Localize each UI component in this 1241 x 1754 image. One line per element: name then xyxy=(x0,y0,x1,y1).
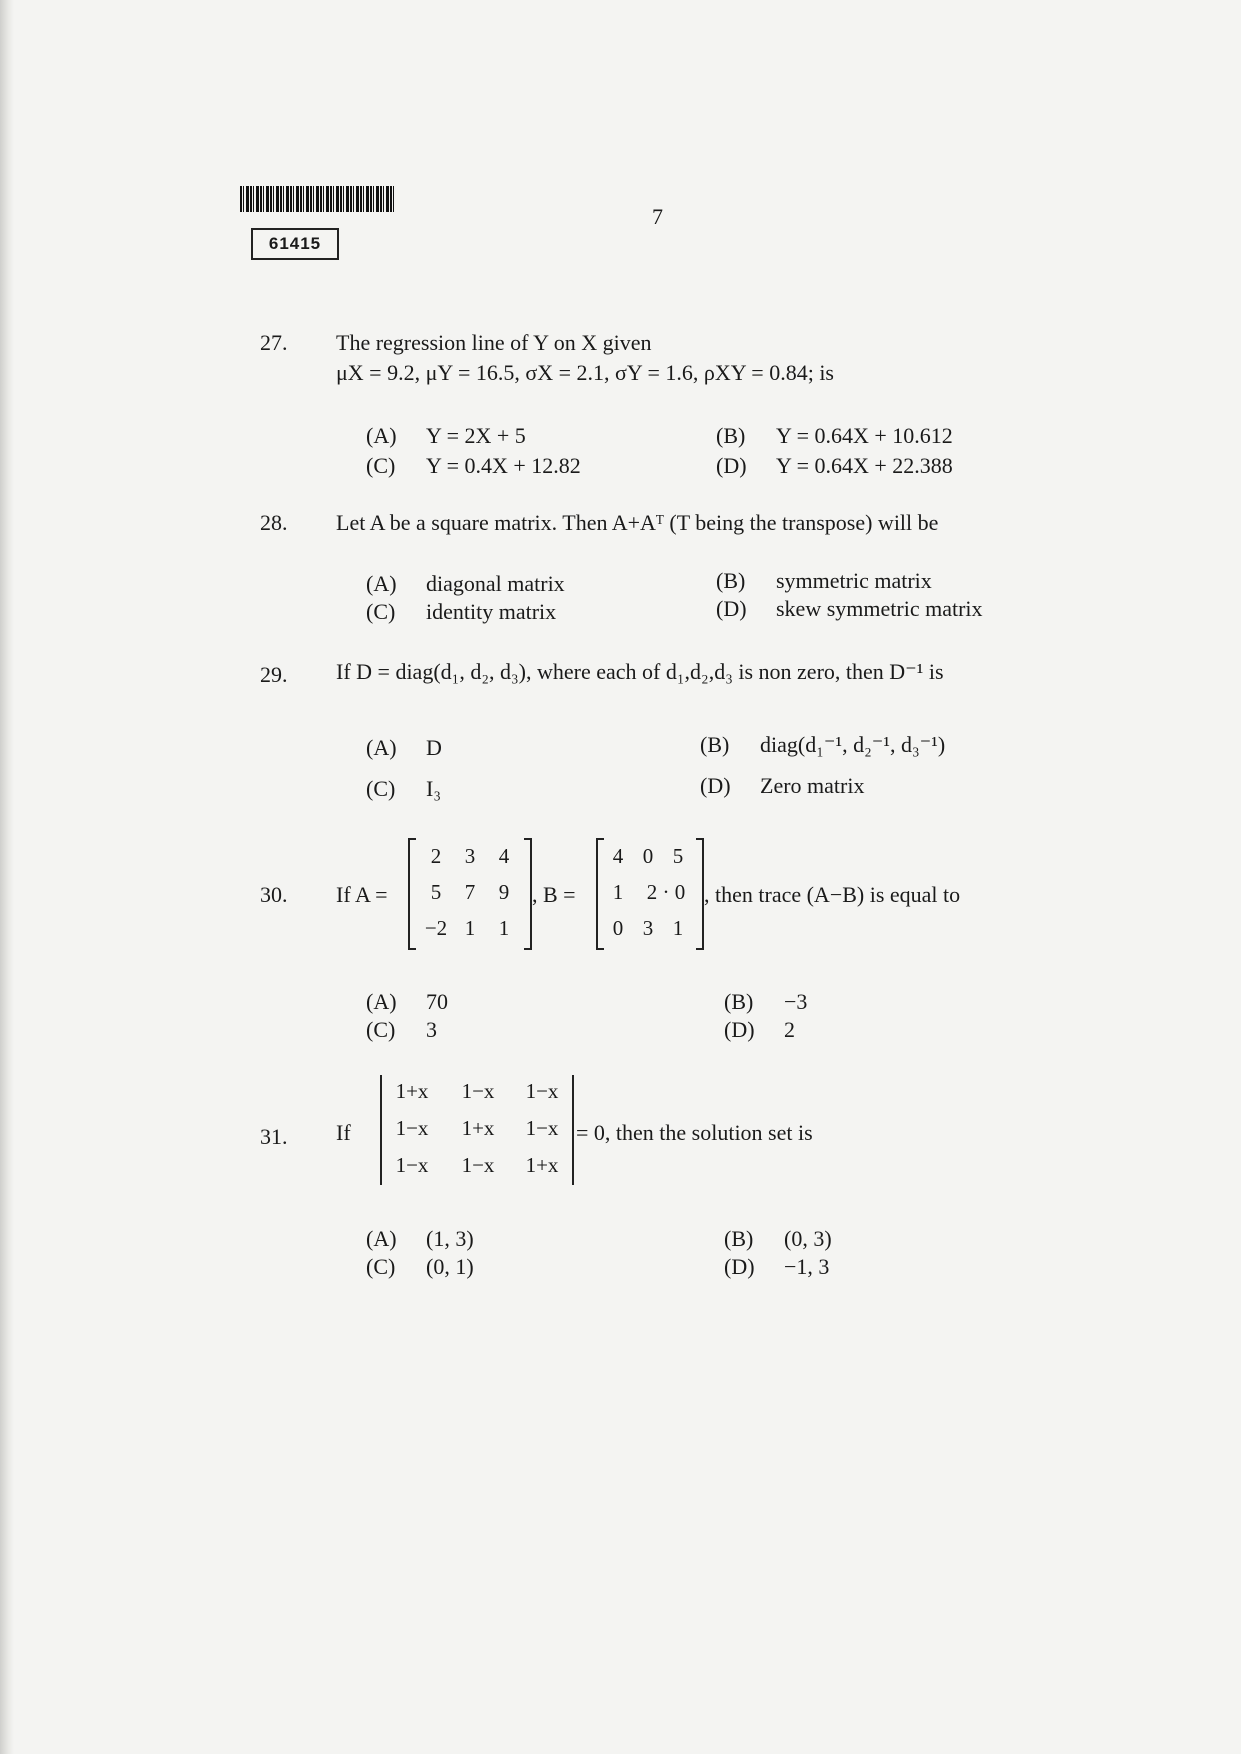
option-c: (C) identity matrix xyxy=(366,599,557,624)
option-d: (D) Zero matrix xyxy=(700,773,865,798)
option-a: (A) Y = 2X + 5 xyxy=(366,423,526,448)
matrix-mid: , B = xyxy=(532,882,576,907)
matrix-cell: 1 xyxy=(672,916,684,940)
matrix-cell: 4 xyxy=(498,844,510,868)
option-d: (D) 2 xyxy=(724,1017,795,1042)
determinant-cell: 1−x xyxy=(525,1079,559,1103)
matrix-cell: 1 xyxy=(498,916,510,940)
option-b: (B) −3 xyxy=(724,989,808,1014)
question-number: 28. xyxy=(260,510,288,535)
option-c: (C) I₃ xyxy=(366,776,441,801)
option-d: (D) Y = 0.64X + 22.388 xyxy=(716,453,953,478)
matrix-cell: −2 xyxy=(424,916,448,940)
option-a: (A) 70 xyxy=(366,989,448,1014)
determinant-cell: 1−x xyxy=(461,1079,495,1103)
matrix-cell: 2 xyxy=(430,844,442,868)
determinant-cell: 1+x xyxy=(395,1079,429,1103)
matrix-cell: 4 xyxy=(612,844,624,868)
option-a: (A) D xyxy=(366,735,442,760)
paper-code: 61415 xyxy=(251,228,339,260)
option-b: (B) Y = 0.64X + 10.612 xyxy=(716,423,953,448)
matrix-suffix: , then trace (A−B) is equal to xyxy=(704,882,961,907)
matrix-prefix: If A = xyxy=(336,882,388,907)
option-c: (C) Y = 0.4X + 12.82 xyxy=(366,453,581,478)
determinant-cell: 1+x xyxy=(525,1153,559,1177)
page-number: 7 xyxy=(652,204,663,229)
matrix-cell: 0 xyxy=(612,916,624,940)
determinant-cell: 1−x xyxy=(461,1153,495,1177)
question-text: If D = diag(d₁, d₂, d₃), where each of d₁,d₂,d₃ is non zero, then D⁻¹ is xyxy=(336,659,944,684)
determinant xyxy=(380,1075,574,1185)
determinant-prefix: If xyxy=(336,1120,351,1145)
option-a: (A) (1, 3) xyxy=(366,1226,474,1251)
option-d: (D) −1, 3 xyxy=(724,1254,830,1279)
question-number: 29. xyxy=(260,662,288,687)
determinant-cell: 1−x xyxy=(395,1153,429,1177)
question-text: Let A be a square matrix. Then A+Aᵀ (T being the transpose) will be xyxy=(336,510,939,535)
scan-edge-shadow xyxy=(0,0,14,1754)
option-c: (C) 3 xyxy=(366,1017,437,1042)
matrix-cell: 5 xyxy=(672,844,684,868)
matrix-cell: 1 xyxy=(612,880,624,904)
determinant-cell: 1−x xyxy=(525,1116,559,1140)
determinant-cell: 1−x xyxy=(395,1116,429,1140)
determinant-suffix: = 0, then the solution set is xyxy=(576,1120,813,1145)
matrix-cell: 2 · 0 xyxy=(646,880,686,904)
matrix-cell: 1 xyxy=(464,916,476,940)
option-b: (B) symmetric matrix xyxy=(716,568,932,593)
matrix-cell: 5 xyxy=(430,880,442,904)
option-b: (B) diag(d₁⁻¹, d₂⁻¹, d₃⁻¹) xyxy=(700,732,946,757)
determinant-cell: 1+x xyxy=(461,1116,495,1140)
question-text: The regression line of Y on X given xyxy=(336,330,652,355)
question-text: μX = 9.2, μY = 16.5, σX = 2.1, σY = 1.6, ρXY = 0.84; is xyxy=(336,360,834,385)
matrix-b xyxy=(596,840,704,948)
question-number: 30. xyxy=(260,882,288,907)
matrix-cell: 9 xyxy=(498,880,510,904)
option-d: (D) skew symmetric matrix xyxy=(716,596,983,621)
option-a: (A) diagonal matrix xyxy=(366,571,565,596)
question-number: 27. xyxy=(260,330,288,355)
option-c: (C) (0, 1) xyxy=(366,1254,474,1279)
question-number: 31. xyxy=(260,1124,288,1149)
option-b: (B) (0, 3) xyxy=(724,1226,832,1251)
matrix-a xyxy=(408,840,532,948)
matrix-cell: 7 xyxy=(464,880,476,904)
matrix-cell: 0 xyxy=(642,844,654,868)
matrix-cell: 3 xyxy=(464,844,476,868)
barcode xyxy=(240,186,396,212)
matrix-cell: 3 xyxy=(642,916,654,940)
